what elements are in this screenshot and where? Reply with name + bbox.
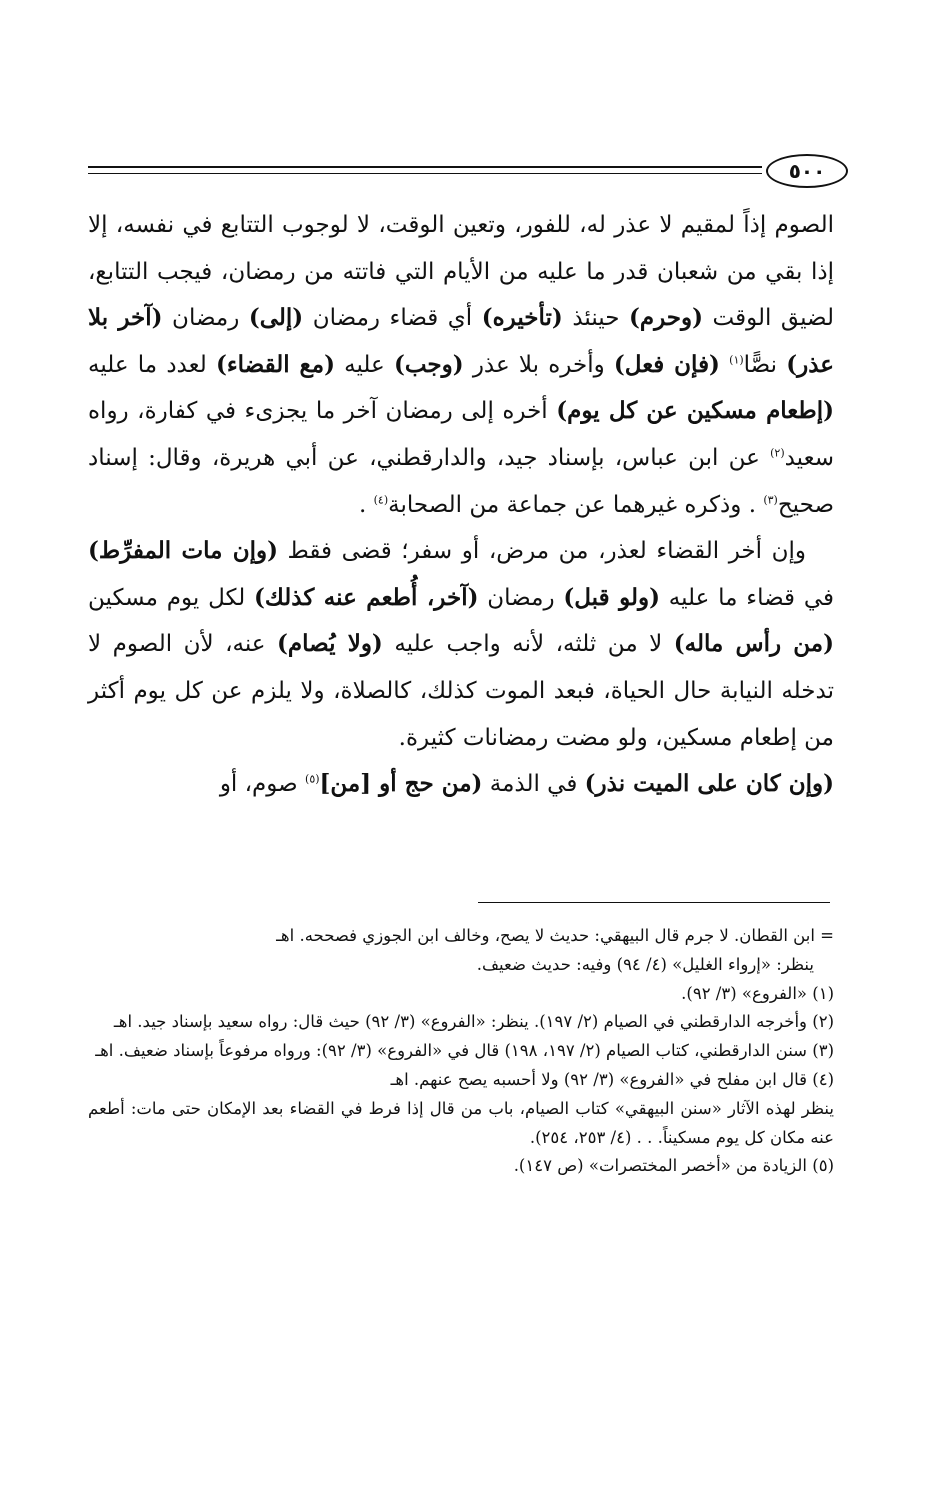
text-run: لعدد ما عليه bbox=[88, 351, 216, 378]
text-run: عنه، لأن الصوم لا تدخله النيابة حال الحياة، فبعد الموت كذلك، كالصلاة، ولا يلزم عن كل يوم أكثر من إطعام مسكين، ولو مضت رمضانات كثيرة. bbox=[88, 631, 834, 751]
text-run: . bbox=[358, 491, 374, 518]
footnote-1: (١) «الفروع» (٣/ ٩٢). bbox=[681, 983, 834, 1003]
text-run: وأخره بلا عذر bbox=[463, 351, 614, 378]
footnote-continuation: = ابن القطان. لا جرم قال البيهقي: حديث لا يصح، وخالف ابن الجوزي فصححه. اهـ bbox=[276, 926, 834, 945]
bold-term: (من رأس ماله) bbox=[673, 630, 834, 658]
footnote-separator bbox=[478, 902, 830, 903]
bold-term: (آخر بلا عذر) bbox=[88, 304, 835, 378]
text-run: أخره إلى رمضان آخر ما يجزىء في كفارة، رواه سعيد bbox=[88, 398, 834, 471]
text-run: وإن أخر القضاء لعذر، من مرض، أو سفر؛ قضى فقط bbox=[277, 538, 807, 565]
main-text bbox=[88, 202, 834, 808]
footnote-4-cont: ينظر لهذه الآثار «سنن البيهقي» كتاب الصيام، باب من قال إذا فرط في القضاء بعد الإمكان حتى مات: أطعم عنه مكان كل يوم مسكيناً. . . (٤/ ٢٥٣، ٢٥٤). bbox=[88, 1098, 834, 1147]
footnote-continuation: ينظر: «إرواء الغليل» (٤/ ٩٤) وفيه: حديث ضعيف. bbox=[476, 954, 814, 974]
bold-term: (تأخيره) bbox=[481, 304, 563, 332]
text-run: الصوم إذاً لمقيم لا عذر له، للفور، وتعين الوقت، لا لوجوب التتابع في نفسه، إلا إذا بقي من شعبان قدر ما عليه من الأيام التي فاتته من رمضان، فيجب التتابع، لضيق الوقت bbox=[88, 212, 834, 332]
bold-term: (آخر، أُطعم عنه كذلك) bbox=[254, 583, 479, 611]
text-run: رمضان bbox=[478, 584, 564, 611]
text-run: . وذكره غيرهما عن جماعة من الصحابة bbox=[388, 491, 764, 518]
footnote-4: (٤) قال ابن مفلح في «الفروع» (٣/ ٩٢) ولا أحسبه يصح عنهم. اهـ bbox=[390, 1069, 834, 1089]
text-run bbox=[720, 352, 729, 378]
text-run: نصًّا bbox=[743, 351, 787, 378]
footnote-5: (٥) الزيادة من «أخصر المختصرات» (ص ١٤٧). bbox=[513, 1156, 834, 1176]
text-run: حينئذ bbox=[562, 305, 629, 332]
bold-term: (إطعام مسكين عن كل يوم) bbox=[556, 397, 834, 425]
bold-term: (وحرم) bbox=[628, 304, 704, 332]
bold-term: (ولو قبل) bbox=[563, 583, 660, 611]
footnote-ref[interactable]: (٢) bbox=[770, 446, 785, 460]
text-run: رمضان bbox=[162, 305, 249, 332]
bold-term: (وإن مات المفرِّط) bbox=[88, 537, 278, 565]
text-run: في قضاء ما عليه bbox=[659, 584, 834, 611]
text-run: أي قضاء رمضان bbox=[303, 305, 482, 332]
footnote-ref[interactable]: (٣) bbox=[763, 492, 778, 506]
text-run: لكل يوم مسكين bbox=[88, 584, 255, 611]
paragraph-3 bbox=[88, 761, 834, 808]
footnotes bbox=[88, 922, 834, 1181]
text-run: لا من ثلثه، لأنه واجب عليه bbox=[382, 631, 674, 658]
page-header bbox=[88, 152, 848, 192]
paragraph-1 bbox=[88, 202, 834, 528]
header-rule-thin bbox=[88, 173, 762, 174]
bold-term: (فإن فعل) bbox=[613, 350, 720, 378]
footnote-2: (٢) وأخرجه الدارقطني في الصيام (٢/ ١٩٧). ينظر: «الفروع» (٣/ ٩٢) حيث قال: رواه سعيد بإسناد جيد. اهـ bbox=[113, 1012, 834, 1032]
text-run: صوم، أو bbox=[219, 771, 306, 798]
bold-term: (ولا يُصام) bbox=[277, 630, 383, 658]
bold-term: (من حج أو [من] bbox=[319, 770, 483, 798]
bold-term: (وإن كان على الميت نذر) bbox=[584, 770, 834, 798]
header-rule bbox=[88, 166, 762, 168]
text-run: في الذمة bbox=[482, 771, 585, 798]
text-run: عليه bbox=[334, 351, 394, 378]
bold-term: (مع القضاء) bbox=[215, 350, 335, 378]
footnote-ref[interactable]: (١) bbox=[729, 353, 744, 367]
text-run: عن ابن عباس، بإسناد جيد، والدارقطني، عن أبي هريرة، وقال: إسناد صحيح bbox=[88, 444, 834, 518]
paragraph-2 bbox=[88, 528, 834, 761]
bold-term: (وجب) bbox=[393, 350, 464, 378]
bold-term: (إلى) bbox=[248, 304, 304, 332]
footnote-ref[interactable]: (٥) bbox=[305, 772, 320, 786]
footnote-ref[interactable]: (٤) bbox=[373, 492, 389, 506]
footnote-3: (٣) سنن الدارقطني، كتاب الصيام (٢/ ١٩٧، ١٩٨) قال في «الفروع» (٣/ ٩٢): ورواه مرفوعاً بإسناد ضعيف. اهـ bbox=[95, 1041, 834, 1061]
page-number: ٥٠٠ bbox=[766, 154, 848, 188]
